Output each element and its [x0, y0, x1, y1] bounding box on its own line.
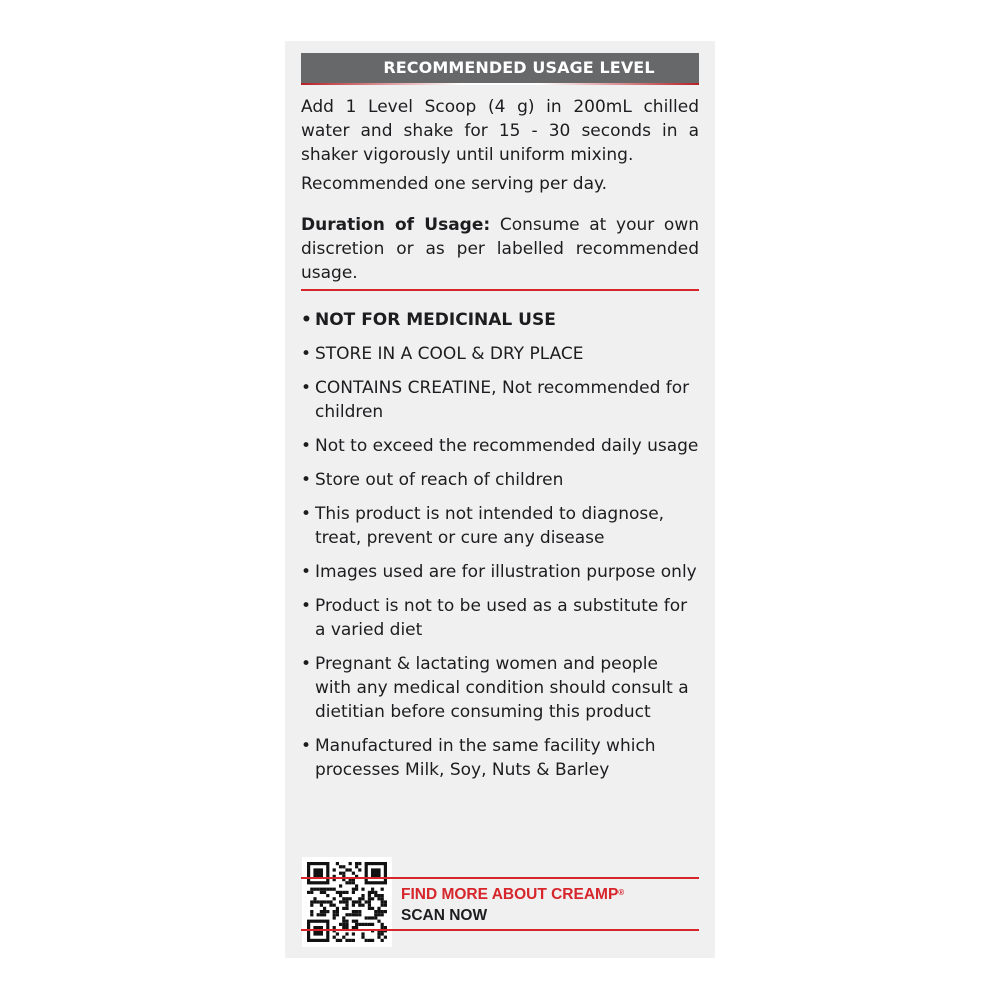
warnings-list	[301, 308, 699, 792]
warning-item: • NOT FOR MEDICINAL USE	[301, 308, 699, 332]
divider-red-bottom	[301, 929, 699, 931]
warning-item: • This product is not intended to diagnose, treat, prevent or cure any disease	[301, 502, 699, 550]
cta-title-text: FIND MORE ABOUT CREAMP	[401, 886, 619, 903]
warning-item: • CONTAINS CREATINE, Not recommended for children	[301, 376, 699, 424]
section-title: RECOMMENDED USAGE LEVEL	[383, 58, 655, 77]
duration-label: Duration of Usage:	[301, 215, 491, 235]
divider-red	[301, 289, 699, 291]
usage-instructions: Add 1 Level Scoop (4 g) in 200mL chilled water and shake for 15 - 30 seconds in a shaker vigorously until uniform mixing.	[301, 97, 699, 165]
serving-recommendation: Recommended one serving per day.	[301, 174, 608, 194]
warning-item: • Manufactured in the same facility which processes Milk, Soy, Nuts & Barley	[301, 734, 699, 782]
divider-red-top	[301, 877, 699, 879]
duration-text: Consume at your own discretion or as per labelled recommended usage.	[301, 215, 699, 283]
duration-of-usage	[301, 213, 699, 285]
qr-code-icon[interactable]	[302, 857, 392, 947]
warning-item: • Images used are for illustration purpose only	[301, 560, 699, 584]
warning-item: • STORE IN A COOL & DRY PLACE	[301, 342, 699, 366]
warning-item: • Pregnant & lactating women and people with any medical condition should consult a dietitian before consuming this product	[301, 652, 699, 724]
warning-item: • Product is not to be used as a substitute for a varied diet	[301, 594, 699, 642]
warning-item: • Store out of reach of children	[301, 468, 699, 492]
scan-now-label: SCAN NOW	[401, 907, 488, 924]
warning-item: • Not to exceed the recommended daily usage	[301, 434, 699, 458]
section-header	[301, 53, 699, 83]
cta-title	[401, 885, 624, 905]
registered-mark: ®	[618, 888, 625, 897]
usage-label-panel	[285, 41, 715, 958]
